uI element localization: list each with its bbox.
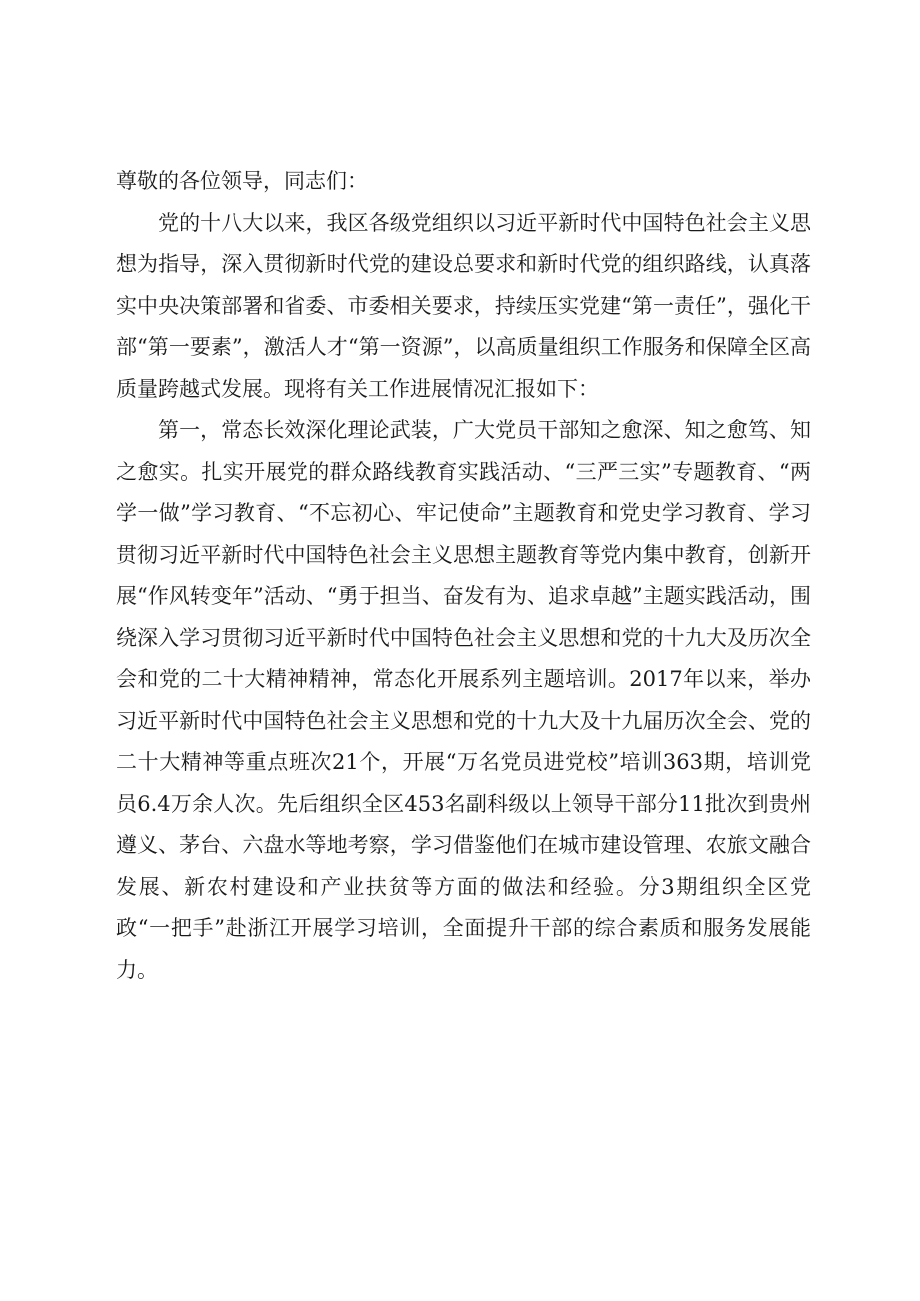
paragraph-intro: 党的十八大以来，我区各级党组织以习近平新时代中国特色社会主义思想为指导，深入贯彻新时代党的建设总要求和新时代党的组织路线，认真落实中央决策部署和省委、市委相关要求，持续压实党建“第一责任”，强化干部“第一要素”，激活人才“第一资源”，以高质量组织工作服务和保障全区高质量跨越式发展。现将有关工作进展情况汇报如下： [116,210,811,401]
document-body [116,161,811,991]
paragraph-first-point: 第一，常态长效深化理论武装，广大党员干部知之愈深、知之愈笃、知之愈实。扎实开展党的群众路线教育实践活动、“三严三实”专题教育、“两学一做”学习教育、“不忘初心、牢记使命”主题教育和党史学习教育、学习贯彻习近平新时代中国特色社会主义思想主题教育等党内集中教育，创新开展“作风转变年”活动、“勇于担当、奋发有为、追求卓越”主题实践活动，围绕深入学习贯彻习近平新时代中国特色社会主义思想和党的十九大及历次全会和党的二十大精神精神，常态化开展系列主题培训。2017年以来，举办习近平新时代中国特色社会主义思想和党的十九大及十九届历次全会、党的二十大精神等重点班次21个，开展“万名党员进党校”培训363期，培训党员6.4万余人次。先后组织全区453名副科级以上领导干部分11批次到贵州遵义、茅台、六盘水等地考察，学习借鉴他们在城市建设管理、农旅文融合发展、新农村建设和产业扶贫等方面的做法和经验。分3期组织全区党政“一把手”赴浙江开展学习培训，全面提升干部的综合素质和服务发展能力。 [116,418,811,982]
salutation: 尊敬的各位领导，同志们： [116,169,368,193]
